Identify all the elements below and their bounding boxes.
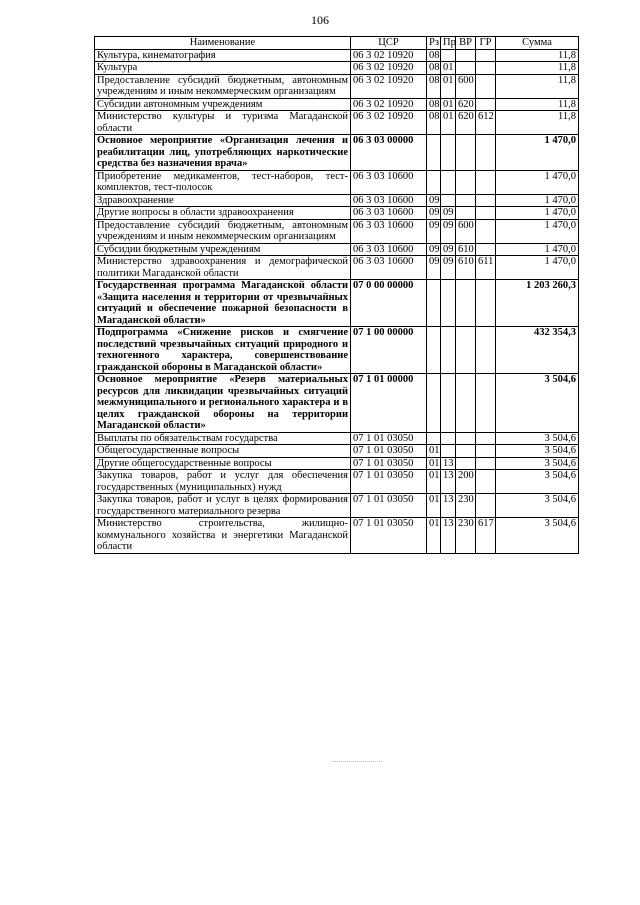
cell-pr: 13 — [441, 494, 456, 518]
cell-pr: 13 — [441, 470, 456, 494]
cell-name: Другие общегосударственные вопросы — [95, 457, 351, 470]
cell-csr: 07 1 01 03050 — [351, 432, 427, 445]
cell-gr — [476, 207, 496, 220]
cell-name: Предоставление субсидий бюджетным, автономным учреждениям и иным некоммерческим организациям — [95, 74, 351, 98]
cell-name: Государственная программа Магаданской области «Защита населения и территории от чрезвычайных ситуаций и обеспечение пожарной безопасности в Магаданской области» — [95, 280, 351, 327]
cell-pr: 09 — [441, 207, 456, 220]
cell-vr — [456, 280, 476, 327]
header-row — [95, 37, 579, 50]
cell-pr — [441, 135, 456, 171]
cell-name: Министерство строительства, жилищно-коммунального хозяйства и энергетики Магаданской области — [95, 518, 351, 554]
cell-csr: 06 3 03 10600 — [351, 219, 427, 243]
cell-sum: 3 504,6 — [496, 445, 579, 458]
cell-pr: 13 — [441, 457, 456, 470]
cell-pr — [441, 280, 456, 327]
cell-sum: 1 470,0 — [496, 243, 579, 256]
table-row — [95, 470, 579, 494]
cell-gr — [476, 243, 496, 256]
cell-csr: 06 3 02 10920 — [351, 74, 427, 98]
cell-sum: 3 504,6 — [496, 374, 579, 433]
table-row — [95, 62, 579, 75]
cell-pr: 13 — [441, 518, 456, 554]
cell-csr: 07 1 01 00000 — [351, 374, 427, 433]
cell-csr: 06 3 02 10920 — [351, 98, 427, 111]
cell-sum: 3 504,6 — [496, 518, 579, 554]
cell-sum: 11,8 — [496, 74, 579, 98]
cell-gr — [476, 170, 496, 194]
cell-vr: 620 — [456, 98, 476, 111]
cell-vr: 610 — [456, 243, 476, 256]
cell-gr — [476, 470, 496, 494]
header-gr: ГР — [476, 37, 496, 50]
cell-gr — [476, 74, 496, 98]
cell-csr: 07 1 01 03050 — [351, 470, 427, 494]
table-row — [95, 207, 579, 220]
cell-vr: 600 — [456, 74, 476, 98]
cell-rz — [427, 280, 441, 327]
cell-vr — [456, 135, 476, 171]
cell-vr — [456, 194, 476, 207]
table-row — [95, 327, 579, 374]
cell-rz: 01 — [427, 494, 441, 518]
cell-vr — [456, 49, 476, 62]
cell-name: Подпрограмма «Снижение рисков и смягчение последствий чрезвычайных ситуаций природного и техногенного характера, совершенствование гражданской обороны в Магаданской области» — [95, 327, 351, 374]
cell-vr: 620 — [456, 111, 476, 135]
cell-gr: 611 — [476, 256, 496, 280]
cell-sum: 11,8 — [496, 111, 579, 135]
cell-rz — [427, 432, 441, 445]
table-row — [95, 194, 579, 207]
cell-gr: 612 — [476, 111, 496, 135]
cell-csr: 07 1 01 03050 — [351, 457, 427, 470]
cell-name: Основное мероприятие «Организация лечения и реабилитации лиц, употребляющих наркотические средства без назначения врача» — [95, 135, 351, 171]
cell-sum: 3 504,6 — [496, 432, 579, 445]
cell-rz: 09 — [427, 207, 441, 220]
cell-sum: 3 504,6 — [496, 470, 579, 494]
scan-mark — [332, 761, 382, 762]
cell-gr — [476, 432, 496, 445]
cell-name: Выплаты по обязательствам государства — [95, 432, 351, 445]
cell-sum: 11,8 — [496, 98, 579, 111]
cell-pr: 09 — [441, 243, 456, 256]
cell-sum: 1 470,0 — [496, 219, 579, 243]
cell-name: Приобретение медикаментов, тест-наборов, тест-комплектов, тест-полосок — [95, 170, 351, 194]
cell-gr — [476, 135, 496, 171]
cell-vr — [456, 457, 476, 470]
cell-sum: 3 504,6 — [496, 457, 579, 470]
cell-name: Общегосударственные вопросы — [95, 445, 351, 458]
cell-gr — [476, 445, 496, 458]
cell-vr — [456, 445, 476, 458]
cell-vr: 200 — [456, 470, 476, 494]
cell-name: Предоставление субсидий бюджетным, автономным учреждениям и иным некоммерческим организациям — [95, 219, 351, 243]
cell-rz: 08 — [427, 111, 441, 135]
cell-pr — [441, 374, 456, 433]
cell-rz: 08 — [427, 98, 441, 111]
cell-name: Культура — [95, 62, 351, 75]
cell-gr — [476, 280, 496, 327]
cell-name: Министерство культуры и туризма Магаданской области — [95, 111, 351, 135]
cell-vr: 230 — [456, 518, 476, 554]
cell-vr: 600 — [456, 219, 476, 243]
cell-csr: 07 1 01 03050 — [351, 518, 427, 554]
cell-csr: 06 3 03 10600 — [351, 256, 427, 280]
cell-pr — [441, 49, 456, 62]
cell-rz — [427, 374, 441, 433]
cell-gr — [476, 494, 496, 518]
cell-pr: 09 — [441, 256, 456, 280]
cell-vr — [456, 62, 476, 75]
table-row — [95, 494, 579, 518]
cell-csr: 06 3 03 10600 — [351, 170, 427, 194]
cell-sum: 1 470,0 — [496, 194, 579, 207]
cell-name: Министерство здравоохранения и демографической политики Магаданской области — [95, 256, 351, 280]
cell-sum: 1 203 260,3 — [496, 280, 579, 327]
cell-rz: 08 — [427, 49, 441, 62]
table-row — [95, 170, 579, 194]
cell-rz: 01 — [427, 457, 441, 470]
cell-rz: 08 — [427, 74, 441, 98]
cell-vr: 610 — [456, 256, 476, 280]
page-number: 106 — [311, 13, 329, 27]
cell-csr: 07 1 01 03050 — [351, 445, 427, 458]
cell-gr — [476, 219, 496, 243]
table-row — [95, 256, 579, 280]
cell-sum: 11,8 — [496, 49, 579, 62]
cell-rz: 09 — [427, 243, 441, 256]
cell-pr — [441, 432, 456, 445]
cell-pr — [441, 445, 456, 458]
cell-rz: 09 — [427, 219, 441, 243]
header-name: Наименование — [95, 37, 351, 50]
cell-rz: 09 — [427, 194, 441, 207]
cell-sum: 1 470,0 — [496, 256, 579, 280]
table-row — [95, 445, 579, 458]
cell-name: Культура, кинематография — [95, 49, 351, 62]
header-rz: Рз — [427, 37, 441, 50]
cell-vr — [456, 207, 476, 220]
cell-gr — [476, 49, 496, 62]
cell-csr: 06 3 03 10600 — [351, 207, 427, 220]
cell-gr — [476, 457, 496, 470]
cell-rz — [427, 327, 441, 374]
cell-vr — [456, 432, 476, 445]
cell-csr: 07 1 00 00000 — [351, 327, 427, 374]
cell-gr — [476, 98, 496, 111]
cell-pr: 01 — [441, 111, 456, 135]
table-row — [95, 243, 579, 256]
header-pr: Пр — [441, 37, 456, 50]
table-row — [95, 374, 579, 433]
table-row — [95, 518, 579, 554]
cell-gr — [476, 62, 496, 75]
table-row — [95, 280, 579, 327]
cell-gr: 617 — [476, 518, 496, 554]
table-row — [95, 49, 579, 62]
table-row — [95, 432, 579, 445]
cell-name: Основное мероприятие «Резерв материальных ресурсов для ликвидации чрезвычайных ситуаций межмуниципального и регионального характера и в целях гражданской обороны на территории Магаданской области» — [95, 374, 351, 433]
cell-pr: 01 — [441, 98, 456, 111]
cell-vr — [456, 170, 476, 194]
cell-rz: 08 — [427, 62, 441, 75]
cell-rz: 01 — [427, 445, 441, 458]
cell-pr — [441, 170, 456, 194]
cell-csr: 06 3 02 10920 — [351, 111, 427, 135]
cell-rz: 09 — [427, 256, 441, 280]
cell-name: Субсидии автономным учреждениям — [95, 98, 351, 111]
cell-pr — [441, 327, 456, 374]
header-sum: Сумма — [496, 37, 579, 50]
cell-rz — [427, 170, 441, 194]
cell-csr: 07 0 00 00000 — [351, 280, 427, 327]
table-row — [95, 457, 579, 470]
cell-name: Другие вопросы в области здравоохранения — [95, 207, 351, 220]
cell-csr: 06 3 03 00000 — [351, 135, 427, 171]
cell-csr: 06 3 03 10600 — [351, 194, 427, 207]
cell-gr — [476, 374, 496, 433]
cell-csr: 07 1 01 03050 — [351, 494, 427, 518]
cell-csr: 06 3 02 10920 — [351, 62, 427, 75]
header-vr: ВР — [456, 37, 476, 50]
table-row — [95, 135, 579, 171]
cell-vr — [456, 374, 476, 433]
table-row — [95, 111, 579, 135]
cell-rz: 01 — [427, 470, 441, 494]
cell-pr: 01 — [441, 74, 456, 98]
cell-pr: 01 — [441, 62, 456, 75]
cell-name: Субсидии бюджетным учреждениям — [95, 243, 351, 256]
budget-table — [94, 36, 579, 554]
table-row — [95, 74, 579, 98]
table-row — [95, 219, 579, 243]
table-row — [95, 98, 579, 111]
header-csr: ЦСР — [351, 37, 427, 50]
cell-gr — [476, 194, 496, 207]
cell-gr — [476, 327, 496, 374]
cell-name: Закупка товаров, работ и услуг для обеспечения государственных (муниципальных) нужд — [95, 470, 351, 494]
cell-vr — [456, 327, 476, 374]
cell-sum: 3 504,6 — [496, 494, 579, 518]
cell-csr: 06 3 02 10920 — [351, 49, 427, 62]
cell-csr: 06 3 03 10600 — [351, 243, 427, 256]
cell-name: Здравоохранение — [95, 194, 351, 207]
cell-pr: 09 — [441, 219, 456, 243]
cell-sum: 1 470,0 — [496, 135, 579, 171]
cell-rz — [427, 135, 441, 171]
cell-vr: 230 — [456, 494, 476, 518]
cell-name: Закупка товаров, работ и услуг в целях формирования государственного материального резерва — [95, 494, 351, 518]
cell-rz: 01 — [427, 518, 441, 554]
cell-pr — [441, 194, 456, 207]
cell-sum: 432 354,3 — [496, 327, 579, 374]
cell-sum: 1 470,0 — [496, 170, 579, 194]
cell-sum: 11,8 — [496, 62, 579, 75]
cell-sum: 1 470,0 — [496, 207, 579, 220]
